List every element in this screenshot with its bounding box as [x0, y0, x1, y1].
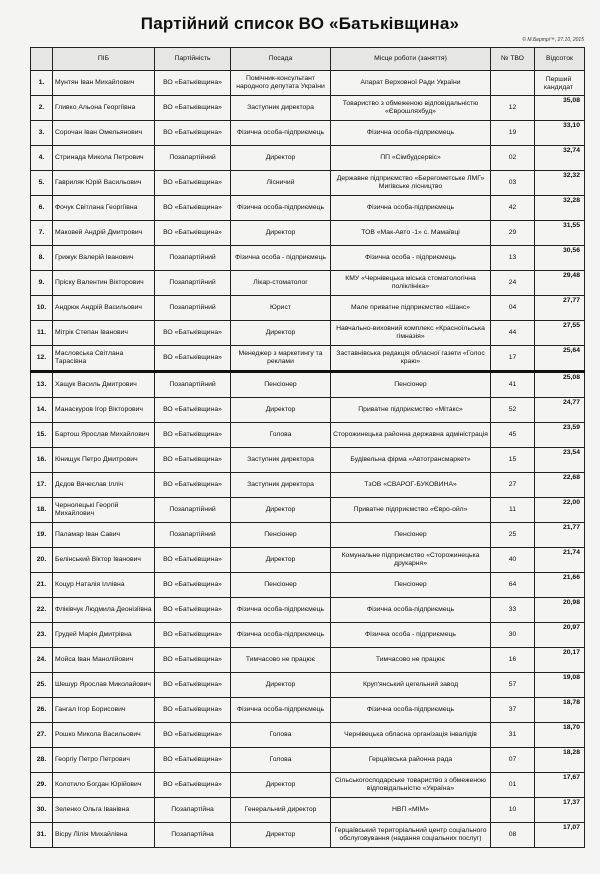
cell-name: Шешур Ярослав Миколайович: [53, 673, 155, 698]
cell-work: Сільськогосподарське товариство з обмеженою відповідальністю «Україна»: [331, 773, 491, 798]
cell-party: ВО «Батьківщина»: [155, 548, 231, 573]
table-row: [31, 523, 585, 548]
cell-work: Приватне підприємство «Євро-ойл»: [331, 498, 491, 523]
table-row: [31, 423, 585, 448]
cell-tvo: 44: [491, 321, 535, 346]
cell-work: КМУ «Чернівецька міська стоматологічна поліклініка»: [331, 271, 491, 296]
cell-num: 24.: [31, 648, 53, 673]
cell-position: Заступник директора: [231, 473, 331, 498]
cell-work: ТОВ «Мак-Авто -1» с. Мамаївці: [331, 221, 491, 246]
cell-party: ВО «Батьківщина»: [155, 423, 231, 448]
cell-tvo: 33: [491, 598, 535, 623]
header-num: [31, 48, 53, 71]
header-party: Партійність: [155, 48, 231, 71]
cell-name: Бартош Ярослав Михайлович: [53, 423, 155, 448]
cell-num: 7.: [31, 221, 53, 246]
cell-work: Пенсіонер: [331, 372, 491, 398]
cell-percent: 30,56: [535, 246, 585, 271]
cell-percent: 17,07: [535, 823, 585, 848]
cell-party: ВО «Батьківщина»: [155, 673, 231, 698]
cell-num: 20.: [31, 548, 53, 573]
cell-position: Директор: [231, 548, 331, 573]
cell-tvo: 40: [491, 548, 535, 573]
cell-party: Позапартійний: [155, 146, 231, 171]
cell-position: Заступник директора: [231, 448, 331, 473]
cell-work: НВП «МІМ»: [331, 798, 491, 823]
cell-tvo: 30: [491, 623, 535, 648]
cell-name: Гавриляк Юрій Васильович: [53, 171, 155, 196]
cell-work: ПП «Сімбудсервіс»: [331, 146, 491, 171]
cell-percent: 19,08: [535, 673, 585, 698]
cell-percent: 21,74: [535, 548, 585, 573]
header-work: Місце роботи (заняття): [331, 48, 491, 71]
cell-percent: 25,08: [535, 372, 585, 398]
header-percent: Відсоток: [535, 48, 585, 71]
cell-position: Фізична особа - підприємець: [231, 246, 331, 271]
cell-tvo: 64: [491, 573, 535, 598]
cell-party: ВО «Батьківщина»: [155, 648, 231, 673]
cell-work: Сторожинецька районна державна адміністрація: [331, 423, 491, 448]
cell-party: ВО «Батьківщина»: [155, 346, 231, 372]
table-row: [31, 748, 585, 773]
cell-percent: 25,64: [535, 346, 585, 372]
cell-tvo: 13: [491, 246, 535, 271]
cell-work: Фізична особа - підприємець: [331, 246, 491, 271]
cell-tvo: 45: [491, 423, 535, 448]
cell-name: Пріску Валентин Вікторович: [53, 271, 155, 296]
cell-percent: 18,70: [535, 723, 585, 748]
cell-position: Директор: [231, 221, 331, 246]
cell-percent: 18,78: [535, 698, 585, 723]
cell-work: Комунальне підприємство «Сторожинецька друкарня»: [331, 548, 491, 573]
cell-tvo: 17: [491, 346, 535, 372]
cell-party: ВО «Батьківщина»: [155, 723, 231, 748]
cell-num: 27.: [31, 723, 53, 748]
cell-position: Менеджер з маркетингу та реклами: [231, 346, 331, 372]
cell-percent: 21,77: [535, 523, 585, 548]
cell-percent: 27,55: [535, 321, 585, 346]
cell-percent: 24,77: [535, 398, 585, 423]
cell-party: ВО «Батьківщина»: [155, 398, 231, 423]
cell-party: ВО «Батьківщина»: [155, 171, 231, 196]
cell-tvo: 12: [491, 96, 535, 121]
cell-tvo: [491, 71, 535, 96]
cell-position: Фізична особа-підприємець: [231, 598, 331, 623]
cell-percent: 31,55: [535, 221, 585, 246]
cell-tvo: 29: [491, 221, 535, 246]
cell-position: Директор: [231, 673, 331, 698]
cell-tvo: 16: [491, 648, 535, 673]
cell-num: 18.: [31, 498, 53, 523]
table-row: [31, 246, 585, 271]
cell-num: 4.: [31, 146, 53, 171]
cell-party: ВО «Батьківщина»: [155, 773, 231, 798]
cell-name: Колотило Богдан Юрійович: [53, 773, 155, 798]
page-title: Партійний список ВО «Батьківщина»: [140, 14, 460, 33]
table-row: [31, 296, 585, 321]
cell-num: 8.: [31, 246, 53, 271]
cell-num: 17.: [31, 473, 53, 498]
cell-party: Позапартійний: [155, 296, 231, 321]
cell-work: Мале приватне підприємство «Шанс»: [331, 296, 491, 321]
cell-percent: 20,17: [535, 648, 585, 673]
cell-num: 9.: [31, 271, 53, 296]
cell-name: Грудей Марія Дмитрівна: [53, 623, 155, 648]
cell-position: Голова: [231, 423, 331, 448]
cell-tvo: 11: [491, 498, 535, 523]
cell-name: Мітрік Степан Іванович: [53, 321, 155, 346]
table-header-row: [31, 48, 585, 71]
cell-tvo: 07: [491, 748, 535, 773]
table-row: [31, 798, 585, 823]
cell-position: Юрист: [231, 296, 331, 321]
cell-name: Мунтян Іван Михайлович: [53, 71, 155, 96]
cell-party: ВО «Батьківщина»: [155, 623, 231, 648]
cell-party: Позапартійний: [155, 498, 231, 523]
table-row: [31, 473, 585, 498]
cell-num: 22.: [31, 598, 53, 623]
cell-percent: 20,98: [535, 598, 585, 623]
cell-work: Фізична особа-підприємець: [331, 196, 491, 221]
cell-work: ТзОВ «СВАРОГ-БУКОВИНА»: [331, 473, 491, 498]
header-tvo: № ТВО: [491, 48, 535, 71]
cell-party: ВО «Батьківщина»: [155, 573, 231, 598]
table-row: [31, 548, 585, 573]
cell-num: 12.: [31, 346, 53, 372]
cell-party: Позапартійна: [155, 798, 231, 823]
cell-work: Навчально-виховний комплекс «Красноїльська гімназія»: [331, 321, 491, 346]
cell-work: Фізична особа-підприємець: [331, 121, 491, 146]
cell-position: Лісничий: [231, 171, 331, 196]
cell-tvo: 19: [491, 121, 535, 146]
cell-name: Фочук Світлана Георгіївна: [53, 196, 155, 221]
cell-name: Зеленко Ольга Іванівна: [53, 798, 155, 823]
cell-tvo: 27: [491, 473, 535, 498]
cell-party: Позапартійна: [155, 823, 231, 848]
cell-num: 3.: [31, 121, 53, 146]
cell-party: ВО «Батьківщина»: [155, 121, 231, 146]
cell-num: 25.: [31, 673, 53, 698]
cell-name: Георгіу Петро Петрович: [53, 748, 155, 773]
cell-work: Пенсіонер: [331, 573, 491, 598]
cell-work: Будівельна фірма «Автотрансмаркет»: [331, 448, 491, 473]
cell-num: 31.: [31, 823, 53, 848]
cell-percent: 29,48: [535, 271, 585, 296]
cell-name: Белінський Віктор Іванович: [53, 548, 155, 573]
table-row: [31, 623, 585, 648]
cell-work: Пенсіонер: [331, 523, 491, 548]
cell-position: Пенсіонер: [231, 523, 331, 548]
cell-tvo: 57: [491, 673, 535, 698]
table-row: [31, 346, 585, 372]
cell-name: Паламар Іван Савич: [53, 523, 155, 548]
cell-tvo: 10: [491, 798, 535, 823]
table-body: [31, 71, 585, 848]
cell-tvo: 42: [491, 196, 535, 221]
cell-percent: 32,28: [535, 196, 585, 221]
table-row: [31, 773, 585, 798]
cell-percent: 32,32: [535, 171, 585, 196]
cell-percent: 32,74: [535, 146, 585, 171]
cell-position: Пенсіонер: [231, 372, 331, 398]
cell-work: Державне підприємство «Берегометське ЛМГ» Мигівське лісництво: [331, 171, 491, 196]
table-row: [31, 372, 585, 398]
cell-work: Апарат Верховної Ради України: [331, 71, 491, 96]
cell-num: 5.: [31, 171, 53, 196]
table-row: [31, 673, 585, 698]
cell-name: Манаскуров Ігор Вікторович: [53, 398, 155, 423]
cell-name: Дєдов Вячеслав Ілліч: [53, 473, 155, 498]
candidate-table: [30, 47, 585, 848]
cell-position: Пенсіонер: [231, 573, 331, 598]
table-row: [31, 698, 585, 723]
cell-position: Тимчасово не працює: [231, 648, 331, 673]
cell-party: ВО «Батьківщина»: [155, 321, 231, 346]
cell-party: Позапартійний: [155, 372, 231, 398]
cell-num: 14.: [31, 398, 53, 423]
cell-num: 29.: [31, 773, 53, 798]
cell-position: Генеральний директор: [231, 798, 331, 823]
table-row: [31, 171, 585, 196]
cell-name: Андрюк Андрій Васильович: [53, 296, 155, 321]
cell-num: 1.: [31, 71, 53, 96]
cell-percent: 17,67: [535, 773, 585, 798]
cell-percent: 27,77: [535, 296, 585, 321]
cell-name: Кінищук Петро Дмитрович: [53, 448, 155, 473]
cell-name: Грижук Валерій Іванович: [53, 246, 155, 271]
header-name: ПІБ: [53, 48, 155, 71]
cell-position: Директор: [231, 823, 331, 848]
table-row: [31, 146, 585, 171]
cell-position: Директор: [231, 398, 331, 423]
cell-party: Позапартійний: [155, 246, 231, 271]
cell-name: Масловська Світлана Тарасівна: [53, 346, 155, 372]
cell-position: Директор: [231, 146, 331, 171]
cell-name: Маковей Андрій Дмитрович: [53, 221, 155, 246]
cell-work: Тимчасово не працює: [331, 648, 491, 673]
table-row: [31, 498, 585, 523]
cell-num: 6.: [31, 196, 53, 221]
cell-tvo: 52: [491, 398, 535, 423]
table-row: [31, 196, 585, 221]
cell-name: Мойса Іван Манолійович: [53, 648, 155, 673]
cell-party: Позапартійний: [155, 523, 231, 548]
table-row: [31, 448, 585, 473]
cell-percent: 20,97: [535, 623, 585, 648]
cell-party: ВО «Батьківщина»: [155, 598, 231, 623]
cell-party: ВО «Батьківщина»: [155, 448, 231, 473]
table-row: [31, 598, 585, 623]
cell-num: 21.: [31, 573, 53, 598]
cell-tvo: 03: [491, 171, 535, 196]
cell-num: 26.: [31, 698, 53, 723]
cell-num: 13.: [31, 372, 53, 398]
cell-tvo: 31: [491, 723, 535, 748]
cell-work: Фізична особа-підприємець: [331, 598, 491, 623]
cell-work: Заставнівська редакція обласної газети «Голос краю»: [331, 346, 491, 372]
cell-tvo: 08: [491, 823, 535, 848]
cell-num: 28.: [31, 748, 53, 773]
cell-num: 11.: [31, 321, 53, 346]
table-row: [31, 71, 585, 96]
table-row: [31, 271, 585, 296]
cell-work: Круп'янський цегельний завод: [331, 673, 491, 698]
cell-num: 23.: [31, 623, 53, 648]
cell-position: Фізична особа-підприємець: [231, 121, 331, 146]
table-row: [31, 648, 585, 673]
cell-percent: 18,28: [535, 748, 585, 773]
cell-party: ВО «Батьківщина»: [155, 196, 231, 221]
table-row: [31, 398, 585, 423]
cell-position: Фізична особа-підприємець: [231, 698, 331, 723]
cell-num: 30.: [31, 798, 53, 823]
cell-work: Чернівецька обласна організація інвалідів: [331, 723, 491, 748]
cell-percent: 22,00: [535, 498, 585, 523]
cell-name: Сорочан Іван Омельянович: [53, 121, 155, 146]
cell-position: Директор: [231, 321, 331, 346]
cell-position: Директор: [231, 498, 331, 523]
table-row: [31, 96, 585, 121]
cell-position: Заступник директора: [231, 96, 331, 121]
cell-tvo: 24: [491, 271, 535, 296]
cell-num: 2.: [31, 96, 53, 121]
cell-tvo: 25: [491, 523, 535, 548]
header-position: Посада: [231, 48, 331, 71]
cell-party: ВО «Батьківщина»: [155, 473, 231, 498]
cell-tvo: 15: [491, 448, 535, 473]
cell-percent: 23,54: [535, 448, 585, 473]
cell-party: Позапартійний: [155, 271, 231, 296]
cell-work: Фізична особа - підприємець: [331, 623, 491, 648]
cell-name: Гливко Альона Георгіївна: [53, 96, 155, 121]
cell-percent: 35,08: [535, 96, 585, 121]
cell-position: Помічник-консультант народного депутата України: [231, 71, 331, 96]
cell-name: Вісру Лілія Михайлівна: [53, 823, 155, 848]
cell-party: ВО «Батьківщина»: [155, 698, 231, 723]
cell-tvo: 01: [491, 773, 535, 798]
cell-position: Директор: [231, 773, 331, 798]
cell-party: ВО «Батьківщина»: [155, 221, 231, 246]
table-row: [31, 823, 585, 848]
cell-party: ВО «Батьківщина»: [155, 96, 231, 121]
table-row: [31, 221, 585, 246]
cell-percent: 33,10: [535, 121, 585, 146]
cell-name: Чернолецькі Георгій Михайлович: [53, 498, 155, 523]
cell-party: ВО «Батьківщина»: [155, 71, 231, 96]
cell-percent: 21,66: [535, 573, 585, 598]
cell-name: Рошко Микола Васильович: [53, 723, 155, 748]
cell-work: Герцаївський територіальний центр соціального обслуговування (надання соціальних послуг): [331, 823, 491, 848]
table-row: [31, 723, 585, 748]
cell-num: 15.: [31, 423, 53, 448]
cell-num: 19.: [31, 523, 53, 548]
cell-party: ВО «Батьківщина»: [155, 748, 231, 773]
cell-work: Фізична особа-підприємець: [331, 698, 491, 723]
cell-name: Стринада Микола Петрович: [53, 146, 155, 171]
cell-percent: 17,37: [535, 798, 585, 823]
cell-tvo: 02: [491, 146, 535, 171]
cell-work: Товариство з обмеженою відповідальністю «Єврошляхбуд»: [331, 96, 491, 121]
cell-percent: 23,59: [535, 423, 585, 448]
cell-tvo: 37: [491, 698, 535, 723]
cell-position: Фізична особа-підприємець: [231, 623, 331, 648]
copyright-note: © М.Бертрі™, 27.10, 2015: [522, 37, 584, 43]
table-row: [31, 121, 585, 146]
cell-name: Фліківчук Людмила Деонізіївна: [53, 598, 155, 623]
cell-position: Голова: [231, 723, 331, 748]
cell-position: Фізична особа-підприємець: [231, 196, 331, 221]
cell-position: Голова: [231, 748, 331, 773]
table-row: [31, 573, 585, 598]
cell-work: Приватне підприємство «Мітакс»: [331, 398, 491, 423]
cell-percent: Перший кандидат: [535, 71, 585, 96]
table-row: [31, 321, 585, 346]
cell-tvo: 41: [491, 372, 535, 398]
cell-tvo: 04: [491, 296, 535, 321]
cell-num: 16.: [31, 448, 53, 473]
cell-position: Лікар-стоматолог: [231, 271, 331, 296]
cell-name: Коцур Наталія Іллівна: [53, 573, 155, 598]
cell-num: 10.: [31, 296, 53, 321]
cell-name: Хащук Василь Дмитрович: [53, 372, 155, 398]
cell-work: Герцаївська районна рада: [331, 748, 491, 773]
cell-name: Гангал Ігор Борисович: [53, 698, 155, 723]
cell-percent: 22,68: [535, 473, 585, 498]
